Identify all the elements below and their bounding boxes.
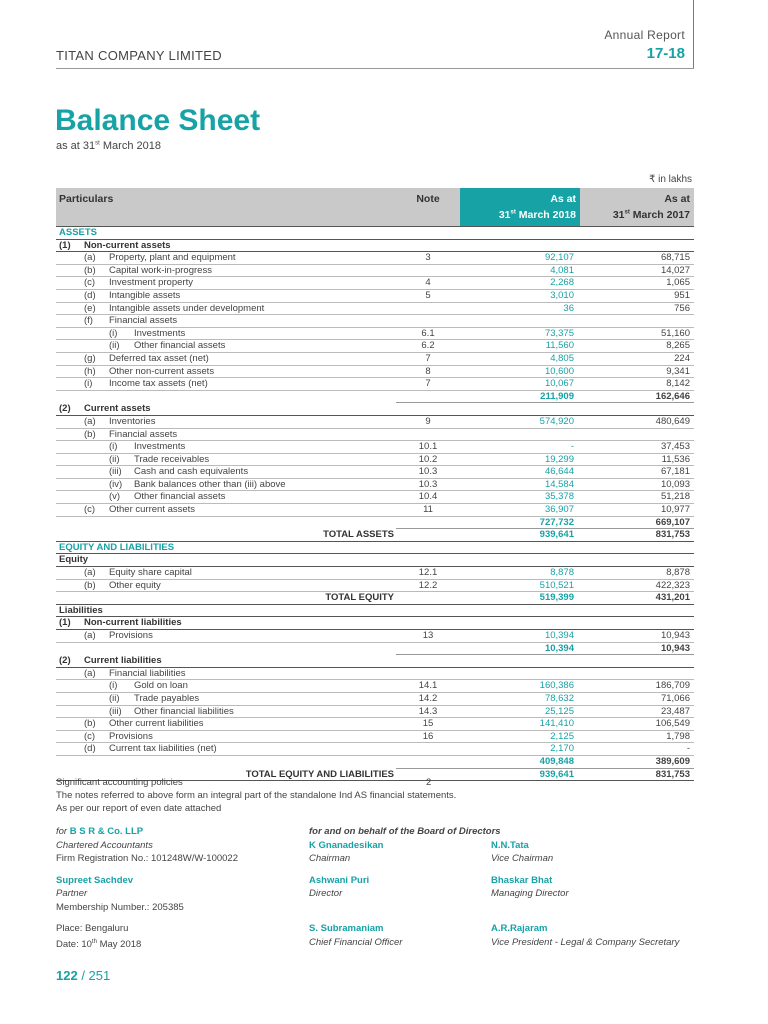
notes-block — [56, 777, 696, 815]
value-2018: 11,560 — [545, 340, 574, 352]
value-2017: 756 — [674, 302, 690, 314]
value-2018: 78,632 — [544, 692, 574, 704]
page-number: 122 / 251 — [56, 968, 111, 983]
value-2018: 2,170 — [550, 743, 574, 755]
page-subtitle: as at 31st March 2018 — [56, 140, 161, 152]
subtotal-2018: 211,909 — [540, 390, 574, 402]
section-heading: Liabilities — [59, 604, 103, 616]
table-row — [56, 403, 694, 416]
value-2017: 68,715 — [660, 252, 690, 264]
value-2018: 14,584 — [544, 478, 574, 490]
col-note: Note — [416, 193, 440, 205]
row-note: 10.3 — [418, 478, 438, 490]
row-label: Other financial liabilities — [134, 705, 234, 717]
row-key: (iii) — [109, 705, 122, 717]
row-label: Financial liabilities — [109, 667, 186, 679]
table-row — [56, 643, 694, 656]
table-row — [56, 554, 694, 567]
value-2017: 9,341 — [666, 365, 690, 377]
table-row — [56, 592, 694, 605]
table-row — [56, 416, 694, 429]
total-2017: 831,753 — [655, 529, 690, 541]
value-2017: 8,265 — [666, 340, 690, 352]
value-2017: 1,065 — [666, 277, 690, 289]
board-header: for and on behalf of the Board of Directors — [309, 826, 501, 837]
row-label: Intangible assets — [109, 289, 181, 301]
row-note: 8 — [425, 365, 431, 377]
currency-unit: ₹ in lakhs — [648, 174, 692, 185]
section-heading: EQUITY AND LIABILITIES — [59, 541, 175, 553]
row-label: Investments — [134, 327, 186, 339]
row-key: (v) — [109, 491, 121, 503]
row-label: Cash and cash equivalents — [134, 466, 249, 478]
row-key: (i) — [84, 378, 93, 390]
director-name: K Gnanadesikan — [309, 839, 384, 851]
row-label: Intangible assets under development — [109, 302, 265, 314]
value-2017: 14,027 — [660, 264, 690, 276]
value-2018: 19,299 — [544, 453, 574, 465]
table-row — [56, 693, 694, 706]
annual-report-label: Annual Report — [604, 28, 685, 42]
row-key: (ii) — [109, 692, 120, 704]
value-2018: 92,107 — [544, 252, 574, 264]
row-key: (a) — [84, 252, 96, 264]
table-row — [56, 290, 694, 303]
table-row — [56, 617, 694, 630]
value-2017: 71,066 — [660, 692, 690, 704]
value-2017: 951 — [674, 289, 690, 301]
table-row — [56, 491, 694, 504]
subtotal-2018: 10,394 — [544, 642, 574, 654]
table-row — [56, 240, 694, 253]
row-key: (iii) — [109, 466, 122, 478]
row-key: (h) — [84, 365, 96, 377]
note-integral-part: The notes referred to above form an integral part of the standalone Ind AS financial statements. — [56, 789, 457, 801]
row-label: Other current liabilities — [109, 718, 204, 730]
row-label: Equity share capital — [109, 567, 192, 579]
row-label: Investment property — [109, 277, 193, 289]
row-label: Investments — [134, 441, 186, 453]
table-header — [56, 188, 694, 227]
row-key: (b) — [84, 264, 96, 276]
value-2018: 160,386 — [539, 680, 574, 692]
table-row — [56, 655, 694, 668]
table-row — [56, 504, 694, 517]
value-2018: 2,268 — [550, 277, 574, 289]
section-number: (1) — [59, 617, 71, 629]
value-2018: 141,410 — [539, 718, 574, 730]
row-key: (e) — [84, 302, 96, 314]
value-2017: 10,093 — [660, 478, 690, 490]
value-2018: - — [570, 441, 574, 453]
col-2018: As at 31st March 2018 — [460, 188, 580, 226]
section-heading: Non-current assets — [84, 239, 171, 251]
row-note: 13 — [422, 630, 434, 641]
subtotal-2018: 409,848 — [539, 755, 574, 767]
row-label: Financial assets — [109, 428, 178, 440]
balance-sheet-table — [56, 188, 694, 781]
row-note: 7 — [425, 352, 431, 364]
value-2017: - — [686, 743, 690, 755]
row-note: 6.1 — [421, 327, 435, 339]
row-key: (b) — [84, 579, 96, 591]
table-row — [56, 366, 694, 379]
row-label: Gold on loan — [134, 680, 188, 692]
section-number: (1) — [59, 239, 71, 251]
row-key: (c) — [84, 277, 96, 289]
table-row — [56, 252, 694, 265]
row-key: (c) — [84, 504, 96, 516]
row-key: (d) — [84, 743, 96, 755]
row-note: 9 — [425, 415, 431, 427]
section-number: (2) — [59, 655, 71, 667]
row-key: (a) — [84, 667, 96, 679]
directors-right: N.N.Tata Vice Chairman Bhaskar Bhat Managing Director A.R.Rajaram Vice President - Legal & Company Secretary — [491, 839, 680, 948]
subtotal-2017: 10,943 — [660, 642, 690, 654]
row-label: Bank balances other than (iii) above — [134, 478, 286, 490]
row-note: 10.2 — [418, 453, 438, 465]
row-note: 10.1 — [418, 441, 438, 453]
value-2017: 106,549 — [655, 718, 690, 730]
table-row — [56, 466, 694, 479]
row-key: (ii) — [109, 453, 120, 465]
company-name: TITAN COMPANY LIMITED — [56, 48, 222, 63]
partner-name: Supreet Sachdev — [56, 874, 134, 886]
table-row — [56, 517, 694, 530]
row-label: Other financial assets — [134, 340, 226, 352]
value-2017: 23,487 — [660, 705, 690, 717]
value-2018: 8,878 — [550, 567, 574, 579]
director-name: A.R.Rajaram — [491, 923, 548, 934]
value-2018: 73,375 — [544, 327, 574, 339]
row-label: Financial assets — [109, 315, 178, 327]
row-note: 4 — [425, 277, 431, 289]
value-2018: 4,805 — [550, 352, 574, 364]
table-row — [56, 378, 694, 391]
table-body — [56, 227, 694, 781]
directors-left: for and on behalf of the Board of Directors K Gnanadesikan Chairman Ashwani Puri Director S. Subramaniam Chief Financial Officer — [309, 826, 501, 948]
row-label: Income tax assets (net) — [109, 378, 208, 390]
value-2018: 46,644 — [544, 466, 574, 478]
section-heading: Non-current liabilities — [84, 617, 182, 629]
total-2018: 939,641 — [539, 529, 574, 541]
value-2018: 10,600 — [544, 365, 574, 377]
table-row — [56, 567, 694, 580]
section-heading: Current assets — [84, 403, 151, 415]
value-2017: 480,649 — [655, 415, 690, 427]
table-row — [56, 227, 694, 240]
row-note: 6.2 — [421, 340, 435, 352]
row-key: (i) — [109, 441, 118, 453]
table-row — [56, 580, 694, 593]
row-key: (g) — [84, 352, 96, 364]
value-2017: 67,181 — [660, 466, 690, 478]
row-note: 11 — [423, 504, 433, 516]
table-row — [56, 429, 694, 442]
row-key: (f) — [84, 315, 93, 327]
value-2018: 36 — [563, 302, 574, 314]
value-2018: 25,125 — [544, 705, 574, 717]
subtotal-2017: 389,609 — [655, 755, 690, 767]
row-key: (b) — [84, 428, 96, 440]
table-row — [56, 542, 694, 555]
row-note: 10.4 — [418, 491, 438, 503]
value-2017: 8,142 — [666, 378, 690, 390]
row-note: 15 — [422, 718, 434, 730]
note-report-date: As per our report of even date attached — [56, 802, 222, 814]
table-row — [56, 353, 694, 366]
subtotal-2017: 669,107 — [655, 516, 690, 528]
director-name: N.N.Tata — [491, 839, 529, 851]
col-particulars: Particulars — [59, 193, 114, 205]
total-label: TOTAL EQUITY — [325, 592, 394, 604]
director-name: S. Subramaniam — [309, 923, 384, 934]
section-heading: Equity — [59, 554, 89, 566]
value-2018: 510,521 — [539, 579, 574, 591]
table-row — [56, 391, 694, 404]
row-label: Property, plant and equipment — [109, 252, 236, 264]
table-row — [56, 529, 694, 542]
row-note: 10.3 — [418, 466, 438, 478]
row-label: Other current assets — [109, 504, 196, 516]
table-row — [56, 277, 694, 290]
total-2017: 831,753 — [655, 768, 690, 780]
section-heading: Current liabilities — [84, 655, 162, 667]
value-2018: 10,067 — [544, 378, 574, 390]
value-2017: 1,798 — [666, 730, 690, 742]
row-note: 14.3 — [418, 705, 438, 717]
value-2017: 422,323 — [655, 579, 690, 591]
table-row — [56, 340, 694, 353]
table-row — [56, 630, 694, 643]
table-row — [56, 479, 694, 492]
row-note: 7 — [425, 378, 431, 390]
value-2017: 10,977 — [660, 504, 690, 516]
table-row — [56, 605, 694, 618]
table-row — [56, 756, 694, 769]
total-2018: 519,399 — [539, 592, 574, 604]
value-2017: 37,453 — [660, 441, 690, 453]
row-note: 5 — [425, 289, 431, 301]
row-key: (c) — [84, 730, 96, 742]
value-2017: 224 — [674, 352, 690, 364]
value-2018: 35,378 — [544, 491, 574, 503]
row-label: Other non-current assets — [109, 365, 215, 377]
table-row — [56, 668, 694, 681]
row-key: (b) — [84, 718, 96, 730]
table-row — [56, 315, 694, 328]
value-2017: 51,160 — [660, 327, 690, 339]
table-row — [56, 328, 694, 341]
row-label: Other equity — [109, 579, 161, 591]
row-label: Other financial assets — [134, 491, 226, 503]
value-2017: 11,536 — [661, 453, 690, 465]
note-accounting-policies-ref: 2 — [426, 777, 432, 788]
value-2017: 186,709 — [655, 680, 690, 692]
total-2017: 431,201 — [655, 592, 690, 604]
row-label: Deferred tax asset (net) — [109, 352, 209, 364]
auditor-block: for B S R & Co. LLP Chartered Accountants Firm Registration No.: 101248W/W-100022 Supreet Sachdev Partner Membership Number.: 205385 Place: Bengaluru Date: 10th May 2018 — [56, 826, 238, 950]
col-2017: As at 31st March 2017 — [612, 193, 690, 221]
value-2017: 8,878 — [666, 567, 690, 579]
row-note: 14.2 — [418, 692, 438, 704]
director-name: Bhaskar Bhat — [491, 874, 553, 886]
value-2018: 4,081 — [550, 264, 574, 276]
row-note: 16 — [422, 730, 434, 742]
header-divider — [56, 68, 694, 69]
row-key: (i) — [109, 680, 118, 692]
subtotal-2017: 162,646 — [655, 390, 690, 402]
total-label: TOTAL EQUITY AND LIABILITIES — [245, 768, 394, 780]
value-2018: 10,394 — [544, 630, 574, 641]
value-2018: 3,010 — [550, 289, 574, 301]
row-note: 12.2 — [418, 579, 438, 591]
table-row — [56, 731, 694, 744]
row-key: (d) — [84, 289, 96, 301]
value-2018: 36,907 — [544, 504, 574, 516]
row-label: Provisions — [109, 630, 153, 641]
table-row — [56, 303, 694, 316]
value-2018: 574,920 — [539, 415, 574, 427]
row-label: Inventories — [109, 415, 156, 427]
section-heading: ASSETS — [59, 227, 98, 238]
total-label: TOTAL ASSETS — [323, 529, 394, 541]
row-label: Capital work-in-progress — [109, 264, 212, 276]
row-note: 3 — [425, 252, 431, 264]
section-number: (2) — [59, 403, 71, 415]
row-label: Trade payables — [134, 692, 200, 704]
row-label: Trade receivables — [134, 453, 210, 465]
auditor-firm: B S R & Co. LLP — [69, 826, 144, 837]
value-2017: 10,943 — [660, 630, 690, 641]
table-row — [56, 265, 694, 278]
row-key: (a) — [84, 567, 96, 579]
report-year: 17-18 — [646, 45, 685, 62]
row-key: (a) — [84, 415, 96, 427]
total-2018: 939,641 — [539, 768, 574, 780]
row-key: (iv) — [109, 478, 123, 490]
row-key: (ii) — [109, 340, 120, 352]
value-2018: 2,125 — [550, 730, 574, 742]
page-title: Balance Sheet — [55, 104, 261, 137]
row-key: (i) — [109, 327, 118, 339]
table-row — [56, 706, 694, 719]
row-label: Provisions — [109, 730, 153, 742]
row-key: (a) — [84, 630, 96, 641]
table-row — [56, 454, 694, 467]
row-note: 12.1 — [418, 567, 438, 579]
table-row — [56, 743, 694, 756]
subtotal-2018: 727,732 — [539, 516, 574, 528]
note-accounting-policies: Significant accounting policies — [56, 777, 183, 788]
row-note: 14.1 — [418, 680, 438, 692]
table-row — [56, 718, 694, 731]
row-label: Current tax liabilities (net) — [109, 743, 217, 755]
table-row — [56, 680, 694, 693]
director-name: Ashwani Puri — [309, 874, 370, 886]
table-row — [56, 441, 694, 454]
value-2017: 51,218 — [660, 491, 690, 503]
header-accent-line — [693, 0, 694, 68]
